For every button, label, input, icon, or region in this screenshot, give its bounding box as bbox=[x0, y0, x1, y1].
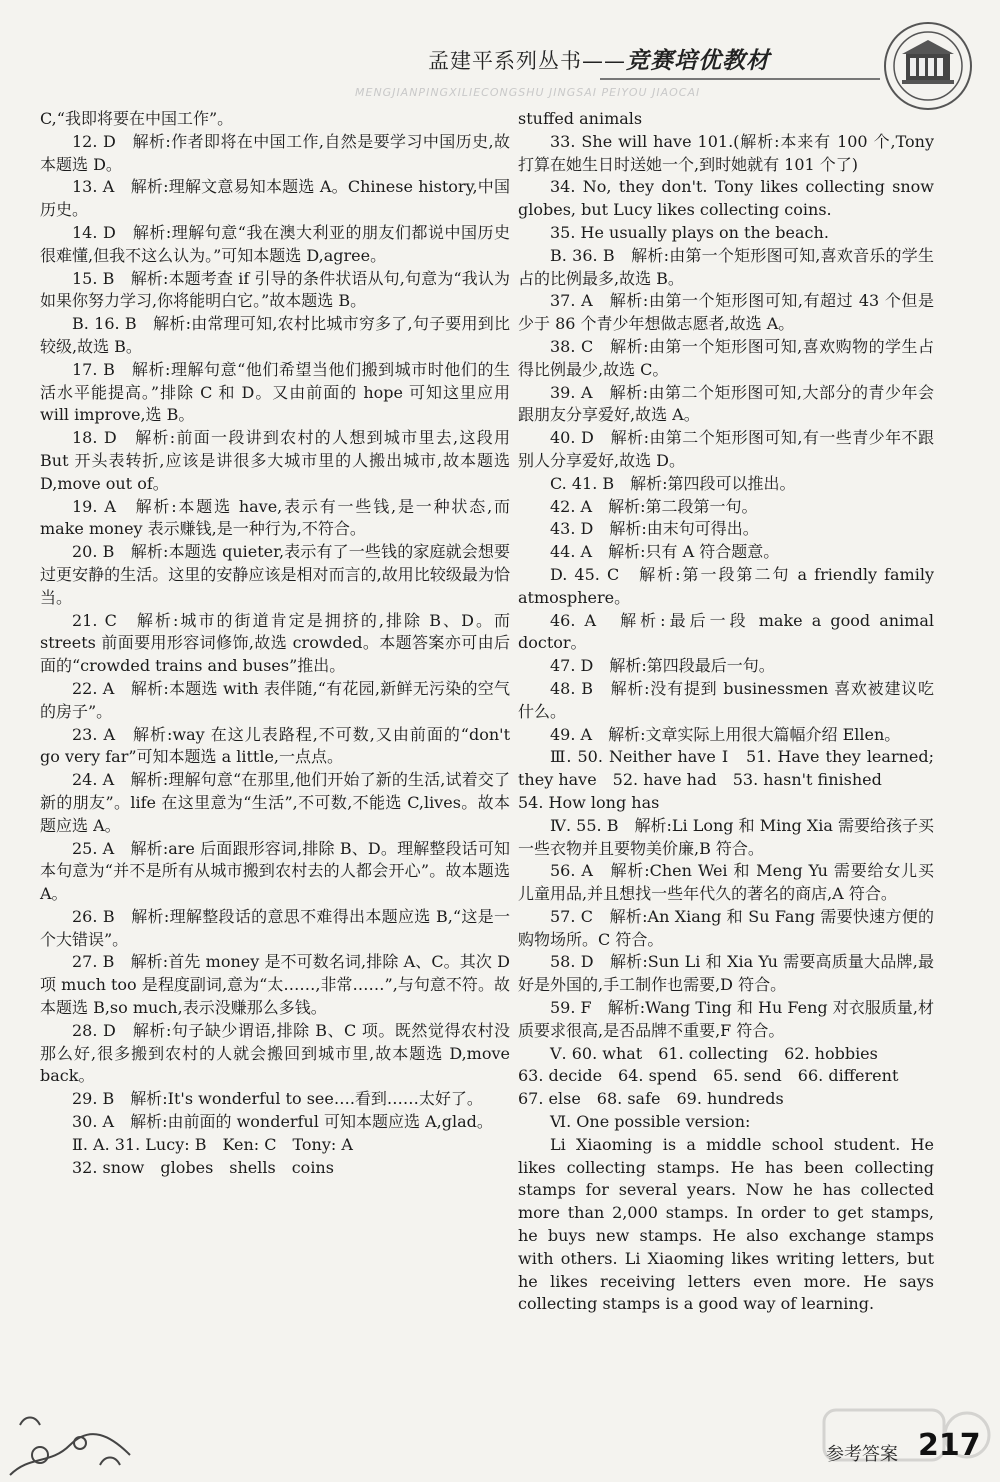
answer-item: 48. B 解析:没有提到 businessmen 喜欢被建议吃什么。 bbox=[518, 678, 934, 721]
answer-item: 44. A 解析:只有 A 符合题意。 bbox=[550, 542, 780, 562]
series-name: 孟建平系列丛书—— bbox=[428, 49, 626, 73]
answer-item: 38. C 解析:由第一个矩形图可知,喜欢购物的学生占得比例最少,故选 C。 bbox=[518, 336, 934, 379]
answer-item: 43. D 解析:由末句可得出。 bbox=[550, 519, 759, 539]
answer-item: Ⅳ. 55. B 解析:Li Long 和 Ming Xia 需要给孩子买一些衣物并且要物美价廉,B 符合。 bbox=[518, 815, 934, 858]
answer-item: 39. A 解析:由第二个矩形图可知,大部分的青少年会跟朋友分享爱好,故选 A。 bbox=[518, 382, 934, 425]
answer-item: 49. A 解析:文章实际上用很大篇幅介绍 Ellen。 bbox=[550, 724, 901, 744]
answer-item: 35. He usually plays on the beach. bbox=[550, 222, 829, 242]
answer-item: Ⅲ. 50. Neither have I 51. Have they learned; they have 52. have had 53. hasn't finished bbox=[518, 747, 934, 790]
header-rule bbox=[600, 78, 880, 80]
answer-item: 59. F 解析:Wang Ting 和 Hu Feng 对衣服质量,材质要求很高,是否品牌不重要,F 符合。 bbox=[518, 998, 934, 1040]
answer-item: 22. A 解析:本题选 with 表伴随,“有花园,新鲜无污染的空气的房子”。 bbox=[40, 678, 510, 721]
answer-item: 40. D 解析:由第二个矩形图可知,有一些青少年不跟别人分享爱好,故选 D。 bbox=[518, 428, 934, 470]
answer-item: 20. B 解析:本题选 quieter,表示有了一些钱的家庭就会想要过更安静的生活。这里的安静应该是相对而言的,故用比较级最为恰当。 bbox=[40, 542, 510, 607]
answer-item: 58. D 解析:Sun Li 和 Xia Yu 需要高质量大品牌,最好是外国的,手工制作也需要,D 符合。 bbox=[518, 952, 934, 995]
answer-item: Li Xiaoming is a middle school student. He likes collecting stamps. He has been collecting stamps for several years. Now he has collected more than 2,000 stamps. In order to get stamps, he buys new stamps. He also exchange stamps with others. Li Xiaoming likes writing letters, but he likes receiving letters even more. He says collecting stamps is a good way of learning. bbox=[518, 1134, 934, 1314]
answer-item: 25. A 解析:are 后面跟形容词,排除 B、D。理解整段话可知本句意为“并不是所有从城市搬到农村去的人都会开心”。故本题选 A。 bbox=[40, 838, 510, 904]
answer-item: 18. D 解析:前面一段讲到农村的人想到城市里去,这段用 But 开头表转折,应该是讲很多大城市里的人搬出城市,故本题选 D,move out of。 bbox=[40, 428, 510, 493]
answer-item: 27. B 解析:首先 money 是不可数名词,排除 A、C。其次 D 项 much too 是程度副词,意为“太……,非常……”,与句意不符。故本题选 B,so much,表示没赚那么多钱。 bbox=[40, 952, 510, 1018]
footer-label: 参考答案 bbox=[826, 1444, 898, 1465]
page-header bbox=[0, 0, 1000, 110]
answer-item: B. 36. B 解析:由第一个矩形图可知,喜欢音乐的学生占的比例最多,故选 B。 bbox=[518, 245, 934, 288]
answer-item: C. 41. B 解析:第四段可以推出。 bbox=[550, 473, 796, 493]
answer-item: 13. A 解析:理解文意易知本题选 A。Chinese history,中国历史。 bbox=[40, 177, 510, 220]
answer-item: 17. B 解析:理解句意“他们希望当他们搬到城市时他们的生活水平能提高。”排除 C 和 D。又由前面的 hope 可知这里应用 will improve,选 B。 bbox=[40, 359, 510, 425]
answer-item: 12. D 解析:作者即将在中国工作,自然是要学习中国历史,故本题选 D。 bbox=[40, 131, 510, 174]
answer-item: 57. C 解析:An Xiang 和 Su Fang 需要快速方便的购物场所。C 符合。 bbox=[518, 906, 934, 949]
answer-item: D. 45. C 解析:第一段第二句 a friendly family atmosphere。 bbox=[518, 564, 934, 607]
answer-item: 29. B 解析:It's wonderful to see….看到……太好了。 bbox=[72, 1089, 483, 1109]
answer-item: 28. D 解析:句子缺少谓语,排除 B、C 项。既然觉得农村没那么好,很多搬到农村的人就会搬回到城市里,故本题选 D,move back。 bbox=[40, 1020, 510, 1086]
answer-item: 30. A 解析:由前面的 wonderful 可知本题应选 A,glad。 bbox=[72, 1112, 493, 1132]
answer-item: 46. A 解析:最后一段 make a good animal doctor。 bbox=[518, 610, 934, 653]
answer-item: Ⅱ. A. 31. Lucy: B Ken: C Tony: A bbox=[72, 1134, 353, 1154]
answer-item: 33. She will have 101.(解析:本来有 100 个,Tony 打算在她生日时送她一个,到时她就有 101 个了) bbox=[518, 131, 934, 174]
answer-item: 67. else 68. safe 69. hundreds bbox=[518, 1089, 784, 1109]
answer-item: 26. B 解析:理解整段话的意思不难得出本题应选 B,“这是一个大错误”。 bbox=[40, 906, 510, 949]
answer-item: 54. How long has bbox=[518, 792, 660, 812]
answer-item: 24. A 解析:理解句意“在那里,他们开始了新的生活,试着交了新的朋友”。life 在这里意为“生活”,不可数,不能选 C,lives。故本题应选 A。 bbox=[40, 770, 510, 835]
answer-column-left bbox=[40, 108, 510, 1179]
answer-item: 37. A 解析:由第一个矩形图可知,有超过 43 个但是少于 86 个青少年想做志愿者,故选 A。 bbox=[518, 291, 934, 334]
answer-item: 34. No, they don't. Tony likes collecting snow globes, but Lucy likes collecting coins. bbox=[518, 177, 934, 220]
answer-item: stuffed animals bbox=[518, 109, 643, 128]
header-pinyin: MENGJIANPINGXILIECONGSHU JINGSAI PEIYOU JIAOCAI bbox=[355, 86, 701, 99]
book-title: 竞赛培优教材 bbox=[626, 48, 770, 74]
page-number: 217 bbox=[918, 1428, 981, 1463]
answer-item: B. 16. B 解析:由常理可知,农村比城市穷多了,句子要用到比较级,故选 B。 bbox=[40, 314, 510, 356]
series-title bbox=[428, 42, 770, 75]
series-emblem-icon bbox=[882, 20, 974, 112]
answer-item: 32. snow globes shells coins bbox=[72, 1157, 334, 1177]
answer-item: Ⅴ. 60. what 61. collecting 62. hobbies bbox=[550, 1043, 878, 1063]
answer-item: 47. D 解析:第四段最后一句。 bbox=[550, 656, 775, 676]
answer-item: 42. A 解析:第二段第一句。 bbox=[550, 496, 758, 516]
answer-item: Ⅵ. One possible version: bbox=[550, 1112, 751, 1132]
answer-item: C,“我即将要在中国工作”。 bbox=[40, 109, 234, 128]
answer-item: 23. A 解析:way 在这儿表路程,不可数,又由前面的“don't go very far”可知本题选 a little,一点点。 bbox=[40, 724, 510, 767]
answer-item: 19. A 解析:本题选 have,表示有一些钱,是一种状态,而 make money 表示赚钱,是一种行为,不符合。 bbox=[40, 496, 510, 539]
answer-item: 21. C 解析:城市的街道肯定是拥挤的,排除 B、D。而 streets 前面要用形容词修饰,故选 crowded。本题答案亦可由后面的“crowded trains and buses”推出。 bbox=[40, 610, 510, 676]
answer-item: 15. B 解析:本题考查 if 引导的条件状语从句,句意为“我认为如果你努力学习,你将能明白它。”故本题选 B。 bbox=[40, 268, 510, 311]
answer-column-right bbox=[518, 108, 934, 1316]
floral-ornament-icon bbox=[0, 1395, 140, 1482]
answer-item: 63. decide 64. spend 65. send 66. different bbox=[518, 1066, 899, 1086]
answer-item: 14. D 解析:理解句意“我在澳大利亚的朋友们都说中国历史很难懂,但我不这么认为。”可知本题选 D,agree。 bbox=[40, 222, 510, 265]
answer-item: 56. A 解析:Chen Wei 和 Meng Yu 需要给女儿买儿童用品,并且想找一些年代久的著名的商店,A 符合。 bbox=[518, 861, 934, 904]
